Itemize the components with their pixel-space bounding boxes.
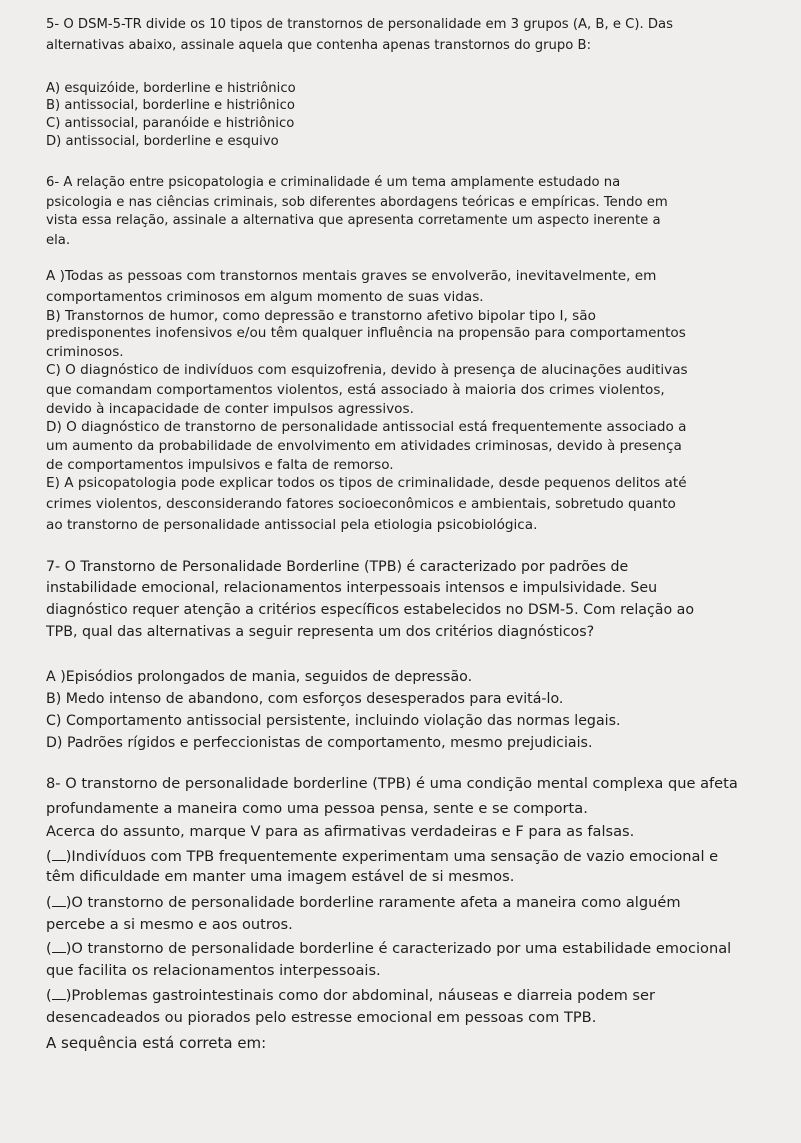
question-7-stem-line: instabilidade emocional, relacionamentos interpessoais intensos e impulsividade. Seu (46, 580, 658, 596)
statement-text: )Indivíduos com TPB frequentemente experimentam uma sensação de vazio emocional e (65, 848, 719, 865)
question-6-option-d-cont: um aumento da probabilidade de envolvimento em atividades criminosas, devido à presença (46, 438, 682, 454)
paren-open: ( (46, 987, 52, 1004)
question-6-option-b-cont: criminosos. (46, 344, 124, 360)
answer-blank[interactable] (52, 940, 66, 953)
question-8-stem-line: 8- O transtorno de personalidade borderline (TPB) é uma condição mental complexa que afeta (46, 775, 738, 792)
paren-open: ( (46, 848, 52, 865)
question-5-option-b: B) antissocial, borderline e histriônico (46, 98, 295, 113)
question-5-option-d: D) antissocial, borderline e esquivo (46, 134, 279, 149)
question-6-stem-line: 6- A relação entre psicopatologia e criminalidade é um tema amplamente estudado na (46, 175, 621, 190)
paren-open: ( (46, 940, 52, 957)
question-8-statement-2 (46, 894, 681, 911)
question-7-option-a: A )Episódios prolongados de mania, seguidos de depressão. (46, 669, 473, 685)
question-6-option-c-cont: que comandam comportamentos violentos, está associado à maioria dos crimes violentos, (46, 382, 665, 398)
question-6-option-e-cont: ao transtorno de personalidade antissocial pela etiologia psicobiológica. (46, 517, 538, 533)
question-6-stem-line: ela. (46, 233, 71, 248)
question-6-option-a: A )Todas as pessoas com transtornos mentais graves se envolverão, inevitavelmente, em (46, 268, 657, 284)
question-6-stem-line: psicologia e nas ciências criminais, sob diferentes abordagens teóricas e empíricas. Tendo em (46, 195, 668, 210)
question-5-stem-line: alternativas abaixo, assinale aquela que contenha apenas transtornos do grupo B: (46, 38, 592, 53)
question-8-stem-line: Acerca do assunto, marque V para as afirmativas verdadeiras e F para as falsas. (46, 823, 635, 840)
answer-blank[interactable] (52, 894, 66, 907)
question-6-option-d-cont: de comportamentos impulsivos e falta de remorso. (46, 457, 394, 473)
question-8-statement-4-cont: desencadeados ou piorados pelo estresse emocional em pessoas com TPB. (46, 1009, 597, 1026)
answer-blank[interactable] (52, 848, 66, 861)
question-8-statement-3-cont: que facilita os relacionamentos interpessoais. (46, 962, 381, 979)
question-8-statement-4 (46, 987, 655, 1004)
question-8-closing: A sequência está correta em: (46, 1034, 267, 1052)
question-6-option-e: E) A psicopatologia pode explicar todos os tipos de criminalidade, desde pequenos delitos até (46, 475, 687, 491)
question-8-statement-1-cont: têm dificuldade em manter uma imagem estável de si mesmos. (46, 868, 515, 885)
question-8-statement-3 (46, 940, 731, 957)
question-7-option-b: B) Medo intenso de abandono, com esforços desesperados para evitá-lo. (46, 691, 564, 707)
statement-text: )O transtorno de personalidade borderline raramente afeta a maneira como alguém (65, 894, 681, 911)
question-7-stem-line: diagnóstico requer atenção a critérios específicos estabelecidos no DSM-5. Com relação ao (46, 602, 695, 618)
question-7-stem-line: TPB, qual das alternativas a seguir representa um dos critérios diagnósticos? (46, 624, 595, 640)
answer-blank[interactable] (52, 987, 66, 1000)
question-5-stem-line: 5- O DSM-5-TR divide os 10 tipos de transtornos de personalidade em 3 grupos (A, B, e C). Das (46, 17, 673, 32)
question-6-option-d: D) O diagnóstico de transtorno de personalidade antissocial está frequentemente associado a (46, 419, 687, 435)
statement-text: )Problemas gastrointestinais como dor abdominal, náuseas e diarreia podem ser (65, 987, 656, 1004)
question-5-option-a: A) esquizóide, borderline e histriônico (46, 81, 296, 96)
question-6-stem-line: vista essa relação, assinale a alternativa que apresenta corretamente um aspecto inerente a (46, 213, 661, 228)
question-6-option-b: B) Transtornos de humor, como depressão e transtorno afetivo bipolar tipo I, são (46, 308, 596, 324)
question-6-option-b-cont: predisponentes inofensivos e/ou têm qualquer influência na propensão para comportamentos (46, 325, 686, 341)
question-8-statement-1 (46, 848, 718, 865)
question-7-option-c: C) Comportamento antissocial persistente, incluindo violação das normas legais. (46, 713, 621, 729)
question-7-option-d: D) Padrões rígidos e perfeccionistas de comportamento, mesmo prejudiciais. (46, 735, 593, 751)
question-6-option-c: C) O diagnóstico de indivíduos com esquizofrenia, devido à presença de alucinações auditivas (46, 362, 688, 378)
statement-text: )O transtorno de personalidade borderline é caracterizado por uma estabilidade emocional (65, 940, 732, 957)
question-7-stem-line: 7- O Transtorno de Personalidade Borderline (TPB) é caracterizado por padrões de (46, 559, 629, 575)
question-8-stem-line: profundamente a maneira como uma pessoa pensa, sente e se comporta. (46, 800, 588, 817)
question-5-option-c: C) antissocial, paranóide e histriônico (46, 116, 295, 131)
question-6-option-e-cont: crimes violentos, desconsiderando fatores socioeconômicos e ambientais, sobretudo quanto (46, 496, 676, 512)
question-6-option-a-cont: comportamentos criminosos em algum momento de suas vidas. (46, 289, 484, 305)
question-8-statement-2-cont: percebe a si mesmo e aos outros. (46, 916, 293, 933)
paren-open: ( (46, 894, 52, 911)
question-6-option-c-cont: devido à incapacidade de conter impulsos agressivos. (46, 401, 414, 417)
